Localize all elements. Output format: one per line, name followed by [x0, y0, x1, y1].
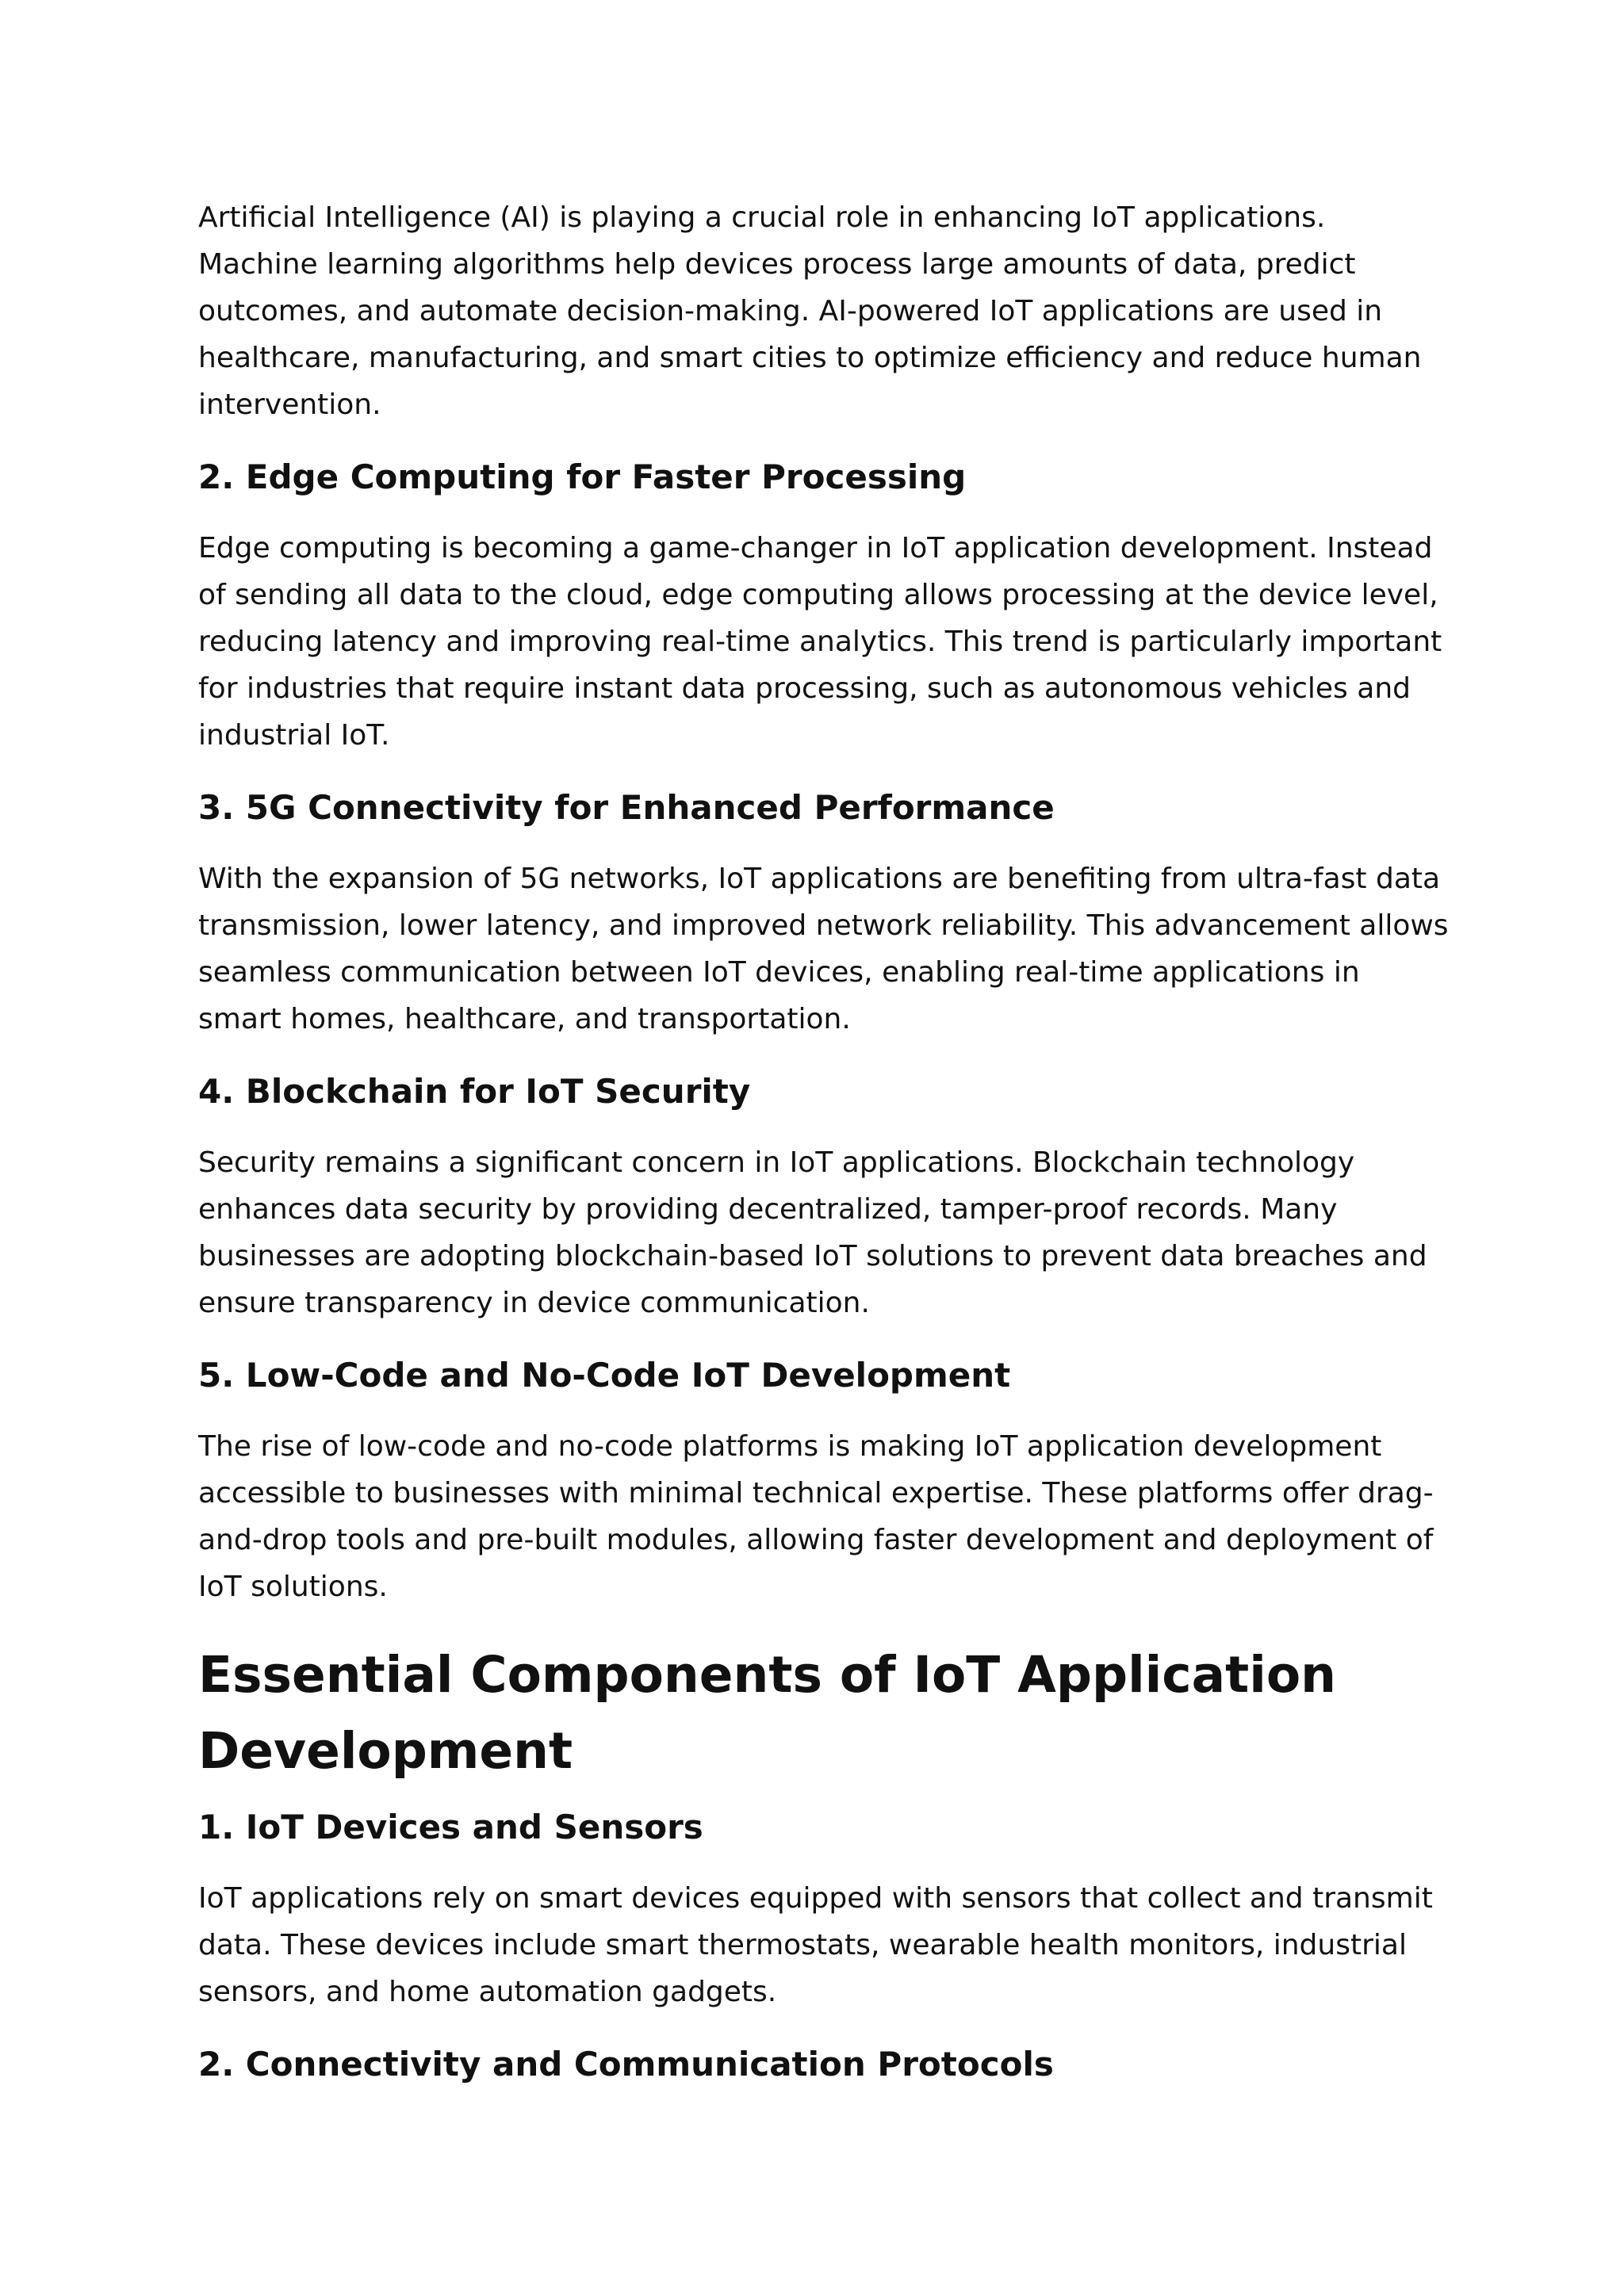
trend-paragraph-5g-connectivity: With the expansion of 5G networks, IoT applications are benefiting from ultra-fast data transmission, lower latency, and improved network reliability. This advancement allows seamless communication between IoT devices, enabling real-time applications in smart homes, healthcare, and transportation. — [198, 863, 1449, 1035]
component-heading-devices-sensors: 1. IoT Devices and Sensors — [198, 1808, 703, 1846]
trend-paragraph-low-code: The rise of low-code and no-code platforms is making IoT application development accessible to businesses with minimal technical expertise. These platforms offer drag-and-drop tools and pre-built modules, allowing faster development and deployment of IoT solutions. — [198, 1430, 1434, 1603]
trend-heading-edge-computing: 2. Edge Computing for Faster Processing — [198, 457, 967, 496]
trend-heading-blockchain: 4. Blockchain for IoT Security — [198, 1072, 751, 1111]
document-page — [198, 194, 1451, 2087]
trend-heading-low-code: 5. Low-Code and No-Code IoT Development — [198, 1356, 1011, 1395]
component-paragraph-devices-sensors: IoT applications rely on smart devices equipped with sensors that collect and transmit data. These devices include smart thermostats, wearable health monitors, industrial sensors, and home automation gadgets. — [198, 1882, 1433, 2008]
component-heading-connectivity-protocols: 2. Connectivity and Communication Protocols — [198, 2045, 1054, 2084]
section-title-essential-components: Essential Components of IoT Application Development — [198, 1646, 1336, 1780]
trend-heading-5g-connectivity: 3. 5G Connectivity for Enhanced Performance — [198, 788, 1055, 827]
intro-paragraph: Artificial Intelligence (AI) is playing a crucial role in enhancing IoT applications. Machine learning algorithms help devices process large amounts of data, predict outcomes, and automate decision-making. AI-powered IoT applications are used in healthcare, manufacturing, and smart cities to optimize efficiency and reduce human intervention. — [198, 201, 1422, 421]
trend-paragraph-blockchain: Security remains a significant concern in IoT applications. Blockchain technology enhances data security by providing decentralized, tamper-proof records. Many businesses are adopting blockchain-based IoT solutions to prevent data breaches and ensure transparency in device communication. — [198, 1146, 1427, 1319]
trend-paragraph-edge-computing: Edge computing is becoming a game-changer in IoT application development. Instead of sending all data to the cloud, edge computing allows processing at the device level, reducing latency and improving real-time analytics. This trend is particularly important for industries that require instant data processing, such as autonomous vehicles and industrial IoT. — [198, 532, 1442, 752]
